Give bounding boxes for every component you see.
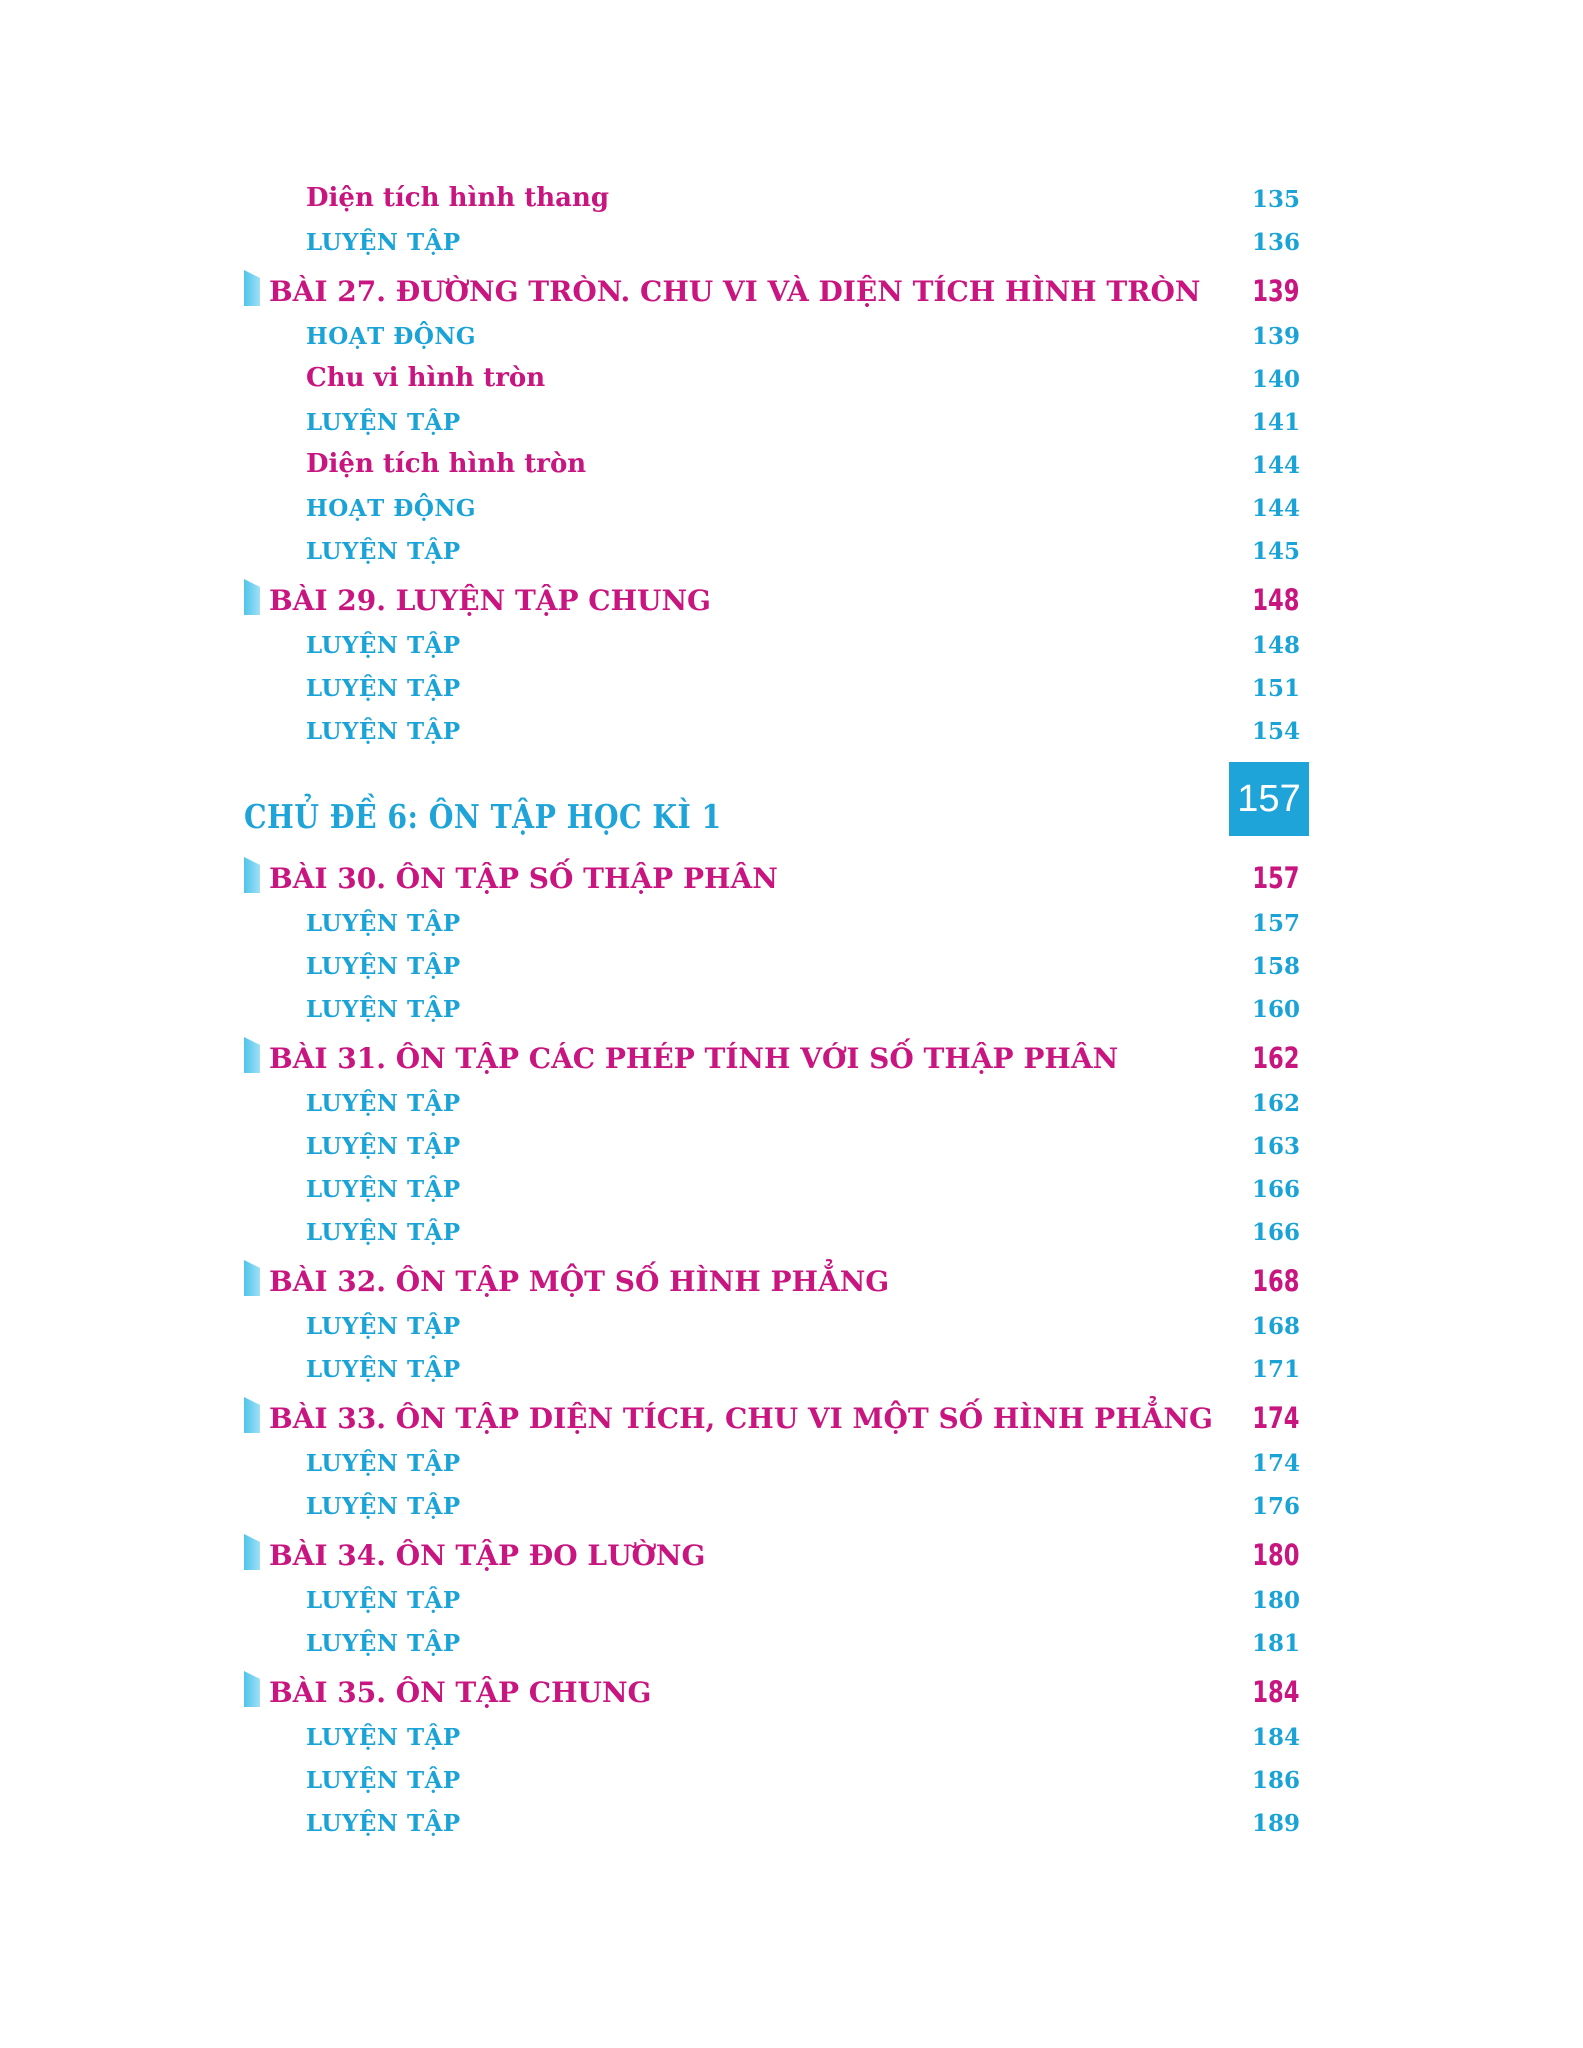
entry-page-number: 139 (1252, 274, 1300, 308)
toc-entry (240, 358, 1300, 401)
entry-title: LUYỆN TẬP (306, 1493, 461, 1520)
toc-entry (240, 401, 1300, 444)
entry-page-number: 140 (1251, 366, 1300, 393)
entry-title: LUYỆN TẬP (306, 1587, 461, 1614)
entry-title: BÀI 35. ÔN TẬP CHUNG (269, 1676, 652, 1709)
entry-page-number: 168 (1252, 1264, 1300, 1298)
bookmark-marker-icon (244, 857, 260, 893)
entry-title: BÀI 32. ÔN TẬP MỘT SỐ HÌNH PHẲNG (269, 1265, 890, 1298)
entry-page-number: 160 (1251, 996, 1300, 1023)
entry-page-number: 157 (1251, 910, 1300, 937)
entry-title: LUYỆN TẬP (306, 1133, 461, 1160)
entry-page-number: 145 (1251, 538, 1300, 565)
toc-entry (240, 1622, 1300, 1665)
lesson-entry (240, 1528, 1300, 1579)
entry-title: BÀI 33. ÔN TẬP DIỆN TÍCH, CHU VI MỘT SỐ HÌNH PHẲNG (269, 1402, 1213, 1435)
bookmark-marker-icon (244, 1397, 260, 1433)
entry-title: LUYỆN TẬP (306, 1313, 461, 1340)
lesson-entry (240, 1391, 1300, 1442)
entry-title: LUYỆN TẬP (306, 1630, 461, 1657)
entry-page-number: 139 (1251, 323, 1300, 350)
entry-title: BÀI 31. ÔN TẬP CÁC PHÉP TÍNH VỚI SỐ THẬP PHÂN (269, 1042, 1119, 1075)
entry-page-number: 144 (1251, 452, 1300, 479)
toc-entry (240, 1759, 1300, 1802)
toc-entry (240, 1211, 1300, 1254)
entry-title: LUYỆN TẬP (306, 229, 461, 256)
entry-page-number: 148 (1251, 632, 1300, 659)
entry-page-number: 158 (1251, 953, 1300, 980)
entry-page-number: 154 (1251, 718, 1300, 745)
bookmark-marker-icon (244, 1671, 260, 1707)
entry-page-number: 162 (1252, 1041, 1300, 1075)
toc-entry (240, 530, 1300, 573)
toc-entry (240, 1348, 1300, 1391)
entry-title: BÀI 27. ĐƯỜNG TRÒN. CHU VI VÀ DIỆN TÍCH HÌNH TRÒN (269, 275, 1201, 308)
entry-page-number: 135 (1251, 186, 1300, 213)
entry-title: LUYỆN TẬP (306, 409, 461, 436)
toc-entry (240, 178, 1300, 221)
entry-page-number: 168 (1251, 1313, 1300, 1340)
topic-title: CHỦ ĐỀ 6: ÔN TẬP HỌC KÌ 1 (244, 797, 722, 836)
entry-page-number: 184 (1252, 1675, 1300, 1709)
entry-page-number: 166 (1251, 1176, 1300, 1203)
entry-page-number: 180 (1251, 1587, 1300, 1614)
toc-entry (240, 315, 1300, 358)
entry-page-number: 162 (1251, 1090, 1300, 1117)
toc-entry (240, 1802, 1300, 1845)
lesson-entry (240, 1254, 1300, 1305)
entry-title: LUYỆN TẬP (306, 1176, 461, 1203)
entry-title: LUYỆN TẬP (306, 1724, 461, 1751)
entry-title: HOẠT ĐỘNG (306, 495, 477, 522)
topic-heading (240, 753, 1300, 851)
toc-entry (240, 667, 1300, 710)
entry-title: Diện tích hình tròn (306, 449, 587, 479)
entry-title: LUYỆN TẬP (306, 1090, 461, 1117)
entry-page-number: 148 (1252, 583, 1300, 617)
entry-page-number: 184 (1251, 1724, 1300, 1751)
toc-entry (240, 487, 1300, 530)
entry-title: LUYỆN TẬP (306, 953, 461, 980)
toc-entry (240, 710, 1300, 753)
entry-title: LUYỆN TẬP (306, 538, 461, 565)
entry-title: Chu vi hình tròn (306, 363, 546, 393)
entry-page-number: 181 (1251, 1630, 1300, 1657)
lesson-entry (240, 573, 1300, 624)
entry-title: LUYỆN TẬP (306, 1810, 461, 1837)
toc-entry (240, 221, 1300, 264)
entry-page-number: 176 (1251, 1493, 1300, 1520)
toc-entry (240, 1168, 1300, 1211)
toc-entry (240, 1305, 1300, 1348)
toc-entry (240, 1442, 1300, 1485)
lesson-entry (240, 264, 1300, 315)
toc-entry (240, 624, 1300, 667)
bookmark-marker-icon (244, 1534, 260, 1570)
entry-title: LUYỆN TẬP (306, 996, 461, 1023)
entry-title: HOẠT ĐỘNG (306, 323, 477, 350)
entry-page-number: 189 (1251, 1810, 1300, 1837)
lesson-entry (240, 1665, 1300, 1716)
lesson-entry (240, 1031, 1300, 1082)
entry-page-number: 141 (1251, 409, 1300, 436)
bookmark-marker-icon (244, 1260, 260, 1296)
lesson-entry (240, 851, 1300, 902)
entry-page-number: 157 (1252, 861, 1300, 895)
entry-page-number: 151 (1251, 675, 1300, 702)
page-number-badge: 157 (1229, 762, 1309, 836)
entry-title: BÀI 34. ÔN TẬP ĐO LƯỜNG (269, 1539, 706, 1572)
entry-page-number: 171 (1251, 1356, 1300, 1383)
entry-title: LUYỆN TẬP (306, 632, 461, 659)
entry-title: LUYỆN TẬP (306, 1356, 461, 1383)
entry-page-number: 180 (1252, 1538, 1300, 1572)
bookmark-marker-icon (244, 270, 260, 306)
toc-entry (240, 988, 1300, 1031)
toc-entry (240, 1082, 1300, 1125)
toc-entry (240, 444, 1300, 487)
entry-title: LUYỆN TẬP (306, 1450, 461, 1477)
entry-page-number: 174 (1251, 1450, 1300, 1477)
entry-page-number: 163 (1251, 1133, 1300, 1160)
entry-title: LUYỆN TẬP (306, 675, 461, 702)
entry-title: BÀI 29. LUYỆN TẬP CHUNG (269, 584, 711, 617)
toc-entry (240, 1579, 1300, 1622)
toc-entry (240, 902, 1300, 945)
entry-title: Diện tích hình thang (306, 183, 610, 213)
entry-title: LUYỆN TẬP (306, 910, 461, 937)
toc-entry (240, 1125, 1300, 1168)
entry-page-number: 166 (1251, 1219, 1300, 1246)
entry-page-number: 186 (1251, 1767, 1300, 1794)
table-of-contents (240, 178, 1300, 1845)
entry-page-number: 144 (1251, 495, 1300, 522)
bookmark-marker-icon (244, 579, 260, 615)
toc-entry (240, 945, 1300, 988)
entry-page-number: 136 (1251, 229, 1300, 256)
entry-page-number: 174 (1252, 1401, 1300, 1435)
entry-title: BÀI 30. ÔN TẬP SỐ THẬP PHÂN (269, 862, 778, 895)
entry-title: LUYỆN TẬP (306, 1767, 461, 1794)
entry-title: LUYỆN TẬP (306, 718, 461, 745)
bookmark-marker-icon (244, 1037, 260, 1073)
toc-entry (240, 1716, 1300, 1759)
entry-title: LUYỆN TẬP (306, 1219, 461, 1246)
toc-entry (240, 1485, 1300, 1528)
